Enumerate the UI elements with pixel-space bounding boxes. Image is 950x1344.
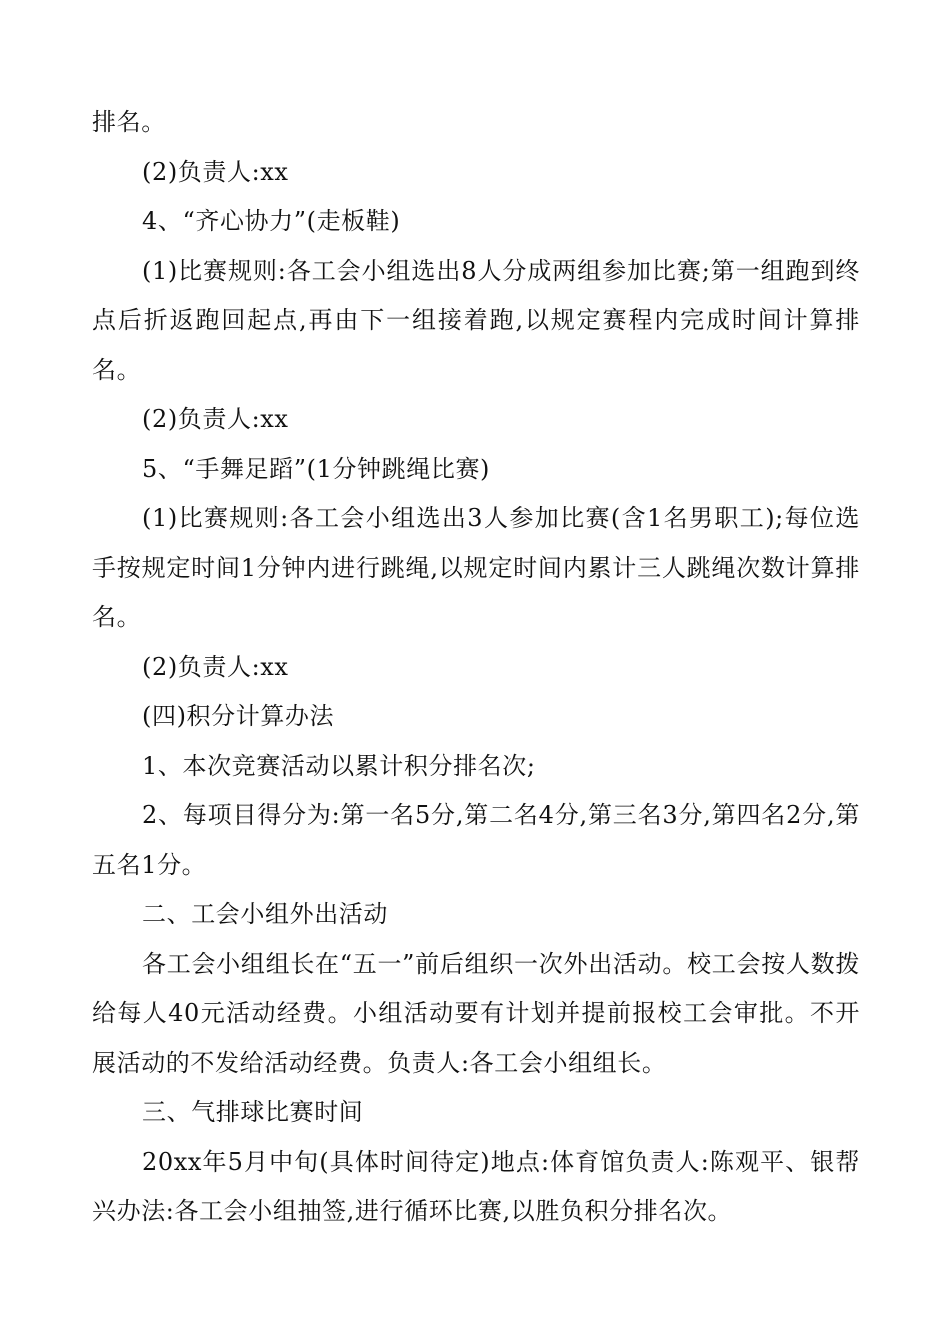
paragraph-outing: 各工会小组组长在“五一”前后组织一次外出活动。校工会按人数拨给每人40元活动经费。小组活动要有计划并提前报校工会审批。不开展活动的不发给活动经费。负责人:各工会小组组长。 bbox=[92, 949, 860, 1077]
heading-scoring-method: (四)积分计算办法 bbox=[142, 702, 335, 730]
paragraph-rules-5: (1)比赛规则:各工会小组选出3人参加比赛(含1名男职工);每位选手按规定时间1分钟内进行跳绳,以规定时间内累计三人跳绳次数计算排名。 bbox=[92, 504, 860, 631]
paragraph-scoring-1: 1、本次竞赛活动以累计积分排名次; bbox=[142, 751, 536, 780]
paragraph-scoring-2: 2、每项目得分为:第一名5分,第二名4分,第三名3分,第四名2分,第五名1分。 bbox=[92, 801, 860, 879]
heading-item-5: 5、“手舞足蹈”(1分钟跳绳比赛) bbox=[142, 454, 491, 483]
paragraph-rules-4: (1)比赛规则:各工会小组选出8人分成两组参加比赛;第一组跑到终点后折返跑回起点,再由下一组接着跑,以规定赛程内完成时间计算排名。 bbox=[92, 256, 860, 384]
paragraph-responsible-2: (2)负责人:xx bbox=[142, 405, 289, 433]
heading-item-4: 4、“齐心协力”(走板鞋) bbox=[142, 207, 401, 235]
document-body bbox=[92, 98, 860, 1237]
paragraph-volleyball: 20xx年5月中旬(具体时间待定)地点:体育馆负责人:陈观平、银帮兴办法:各工会小组抽签,进行循环比赛,以胜负积分排名次。 bbox=[92, 1147, 860, 1225]
paragraph-ranking-end: 排名。 bbox=[92, 108, 166, 136]
paragraph-responsible-1: (2)负责人:xx bbox=[142, 157, 289, 186]
heading-section-2: 二、工会小组外出活动 bbox=[142, 900, 388, 928]
heading-section-3: 三、气排球比赛时间 bbox=[142, 1098, 364, 1126]
paragraph-responsible-3: (2)负责人:xx bbox=[142, 652, 289, 681]
